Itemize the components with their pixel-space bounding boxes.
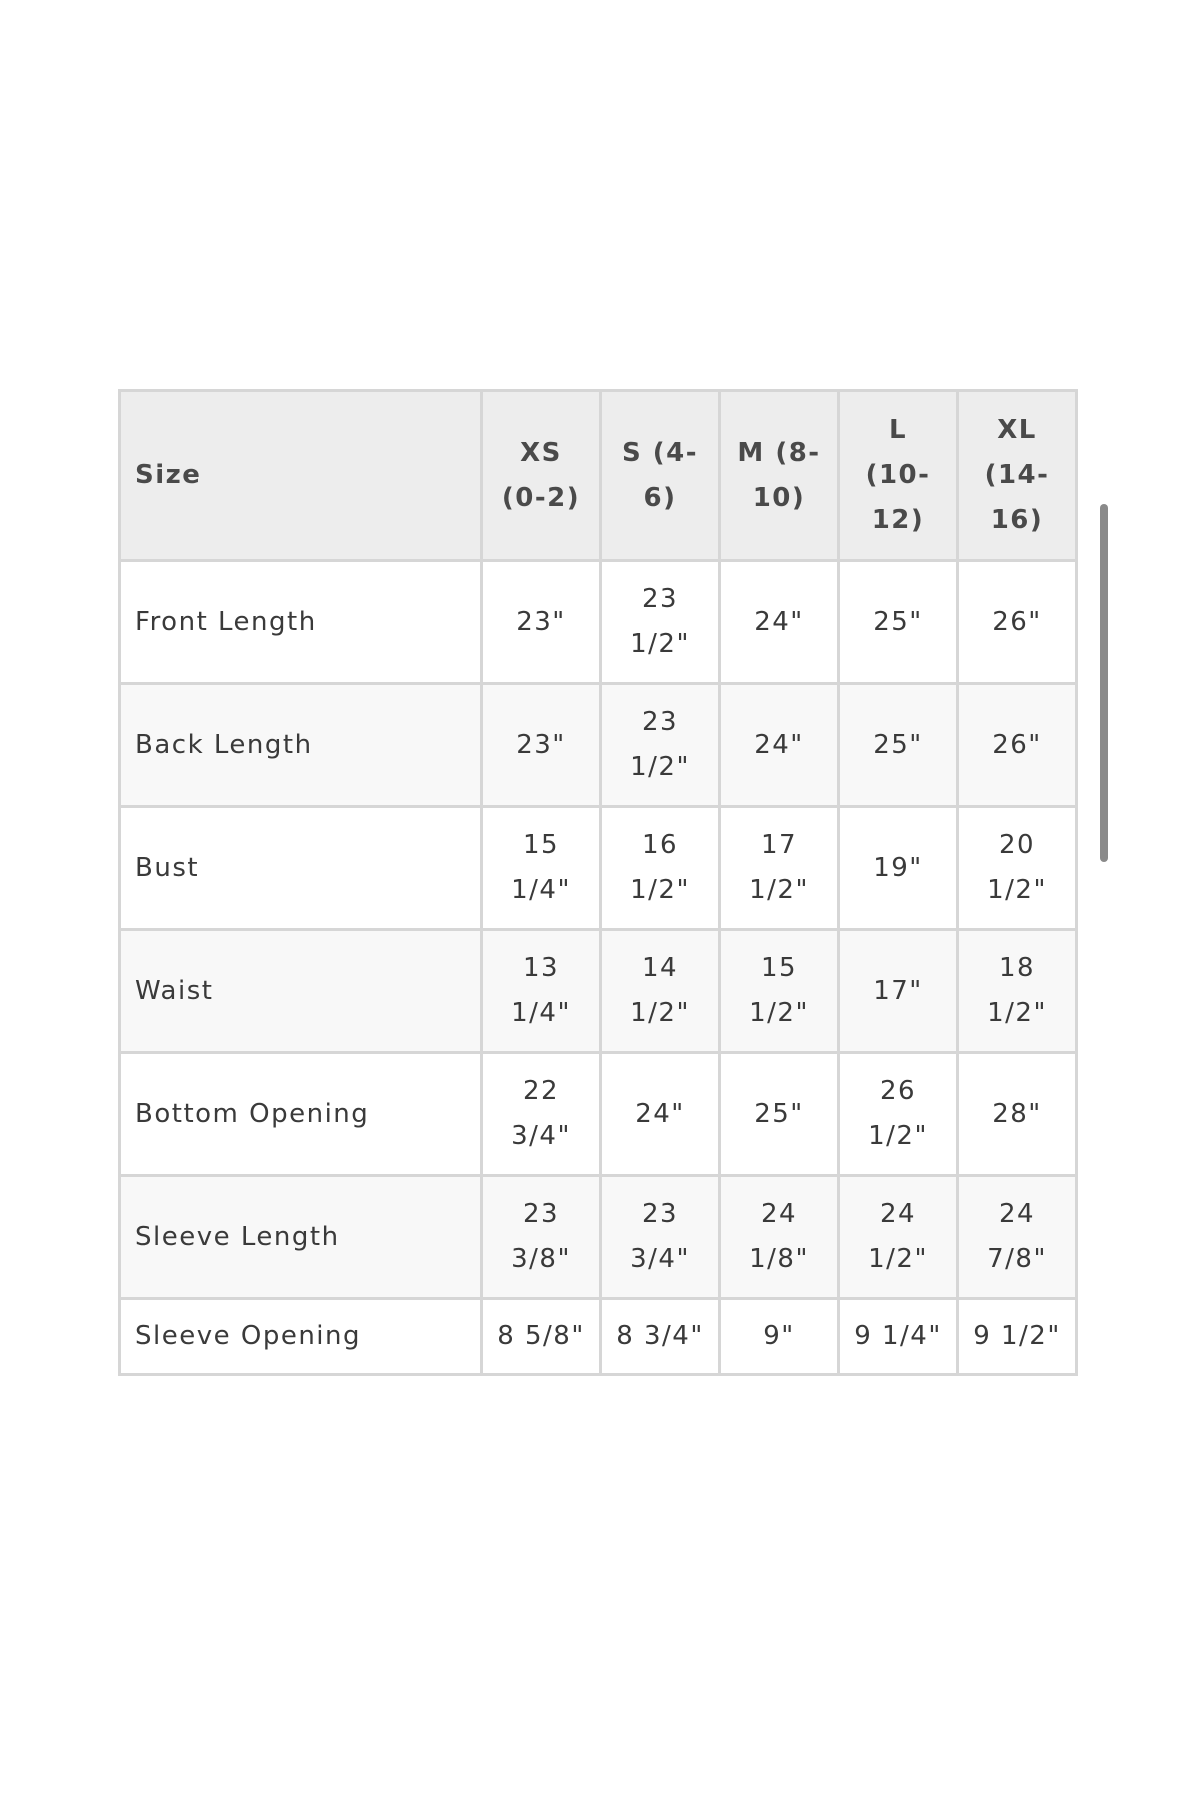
table-cell: 16 1/2" [601, 807, 720, 930]
row-label: Back Length [120, 684, 482, 807]
size-chart-table [118, 389, 1078, 1376]
table-cell: 15 1/4" [482, 807, 601, 930]
table-cell: 24 1/2" [839, 1176, 958, 1299]
table-cell: 25" [720, 1053, 839, 1176]
table-row-sleeve-opening [120, 1299, 1077, 1375]
table-row-sleeve-length [120, 1176, 1077, 1299]
header-size-xs: XS (0-2) [482, 391, 601, 561]
table-cell: 20 1/2" [958, 807, 1077, 930]
table-cell: 23 1/2" [601, 684, 720, 807]
table-cell: 26" [958, 561, 1077, 684]
vertical-scrollbar[interactable] [1100, 504, 1108, 862]
table-cell: 24" [720, 684, 839, 807]
header-size-s: S (4-6) [601, 391, 720, 561]
table-cell: 23 3/4" [601, 1176, 720, 1299]
table-header-row [120, 391, 1077, 561]
table-cell: 22 3/4" [482, 1053, 601, 1176]
table-cell: 8 3/4" [601, 1299, 720, 1375]
table-row-back-length [120, 684, 1077, 807]
table-cell: 24 1/8" [720, 1176, 839, 1299]
table-cell: 25" [839, 684, 958, 807]
size-chart [118, 389, 1076, 1376]
table-cell: 9" [720, 1299, 839, 1375]
table-cell: 9 1/2" [958, 1299, 1077, 1375]
table-cell: 26 1/2" [839, 1053, 958, 1176]
table-cell: 19" [839, 807, 958, 930]
header-size-m: M (8-10) [720, 391, 839, 561]
table-cell: 24 7/8" [958, 1176, 1077, 1299]
table-row-bust [120, 807, 1077, 930]
table-cell: 23 3/8" [482, 1176, 601, 1299]
table-cell: 23" [482, 561, 601, 684]
row-label: Bust [120, 807, 482, 930]
table-cell: 25" [839, 561, 958, 684]
table-cell: 18 1/2" [958, 930, 1077, 1053]
row-label: Waist [120, 930, 482, 1053]
table-cell: 14 1/2" [601, 930, 720, 1053]
row-label: Front Length [120, 561, 482, 684]
row-label: Sleeve Opening [120, 1299, 482, 1375]
table-cell: 13 1/4" [482, 930, 601, 1053]
table-cell: 24" [720, 561, 839, 684]
header-size-l: L (10-12) [839, 391, 958, 561]
table-cell: 26" [958, 684, 1077, 807]
row-label: Bottom Opening [120, 1053, 482, 1176]
table-cell: 24" [601, 1053, 720, 1176]
table-cell: 23" [482, 684, 601, 807]
table-cell: 17" [839, 930, 958, 1053]
table-cell: 15 1/2" [720, 930, 839, 1053]
table-row-waist [120, 930, 1077, 1053]
table-cell: 28" [958, 1053, 1077, 1176]
table-cell: 17 1/2" [720, 807, 839, 930]
table-cell: 23 1/2" [601, 561, 720, 684]
header-size-label: Size [120, 391, 482, 561]
table-cell: 8 5/8" [482, 1299, 601, 1375]
table-row-front-length [120, 561, 1077, 684]
row-label: Sleeve Length [120, 1176, 482, 1299]
table-row-bottom-opening [120, 1053, 1077, 1176]
table-cell: 9 1/4" [839, 1299, 958, 1375]
header-size-xl: XL (14-16) [958, 391, 1077, 561]
